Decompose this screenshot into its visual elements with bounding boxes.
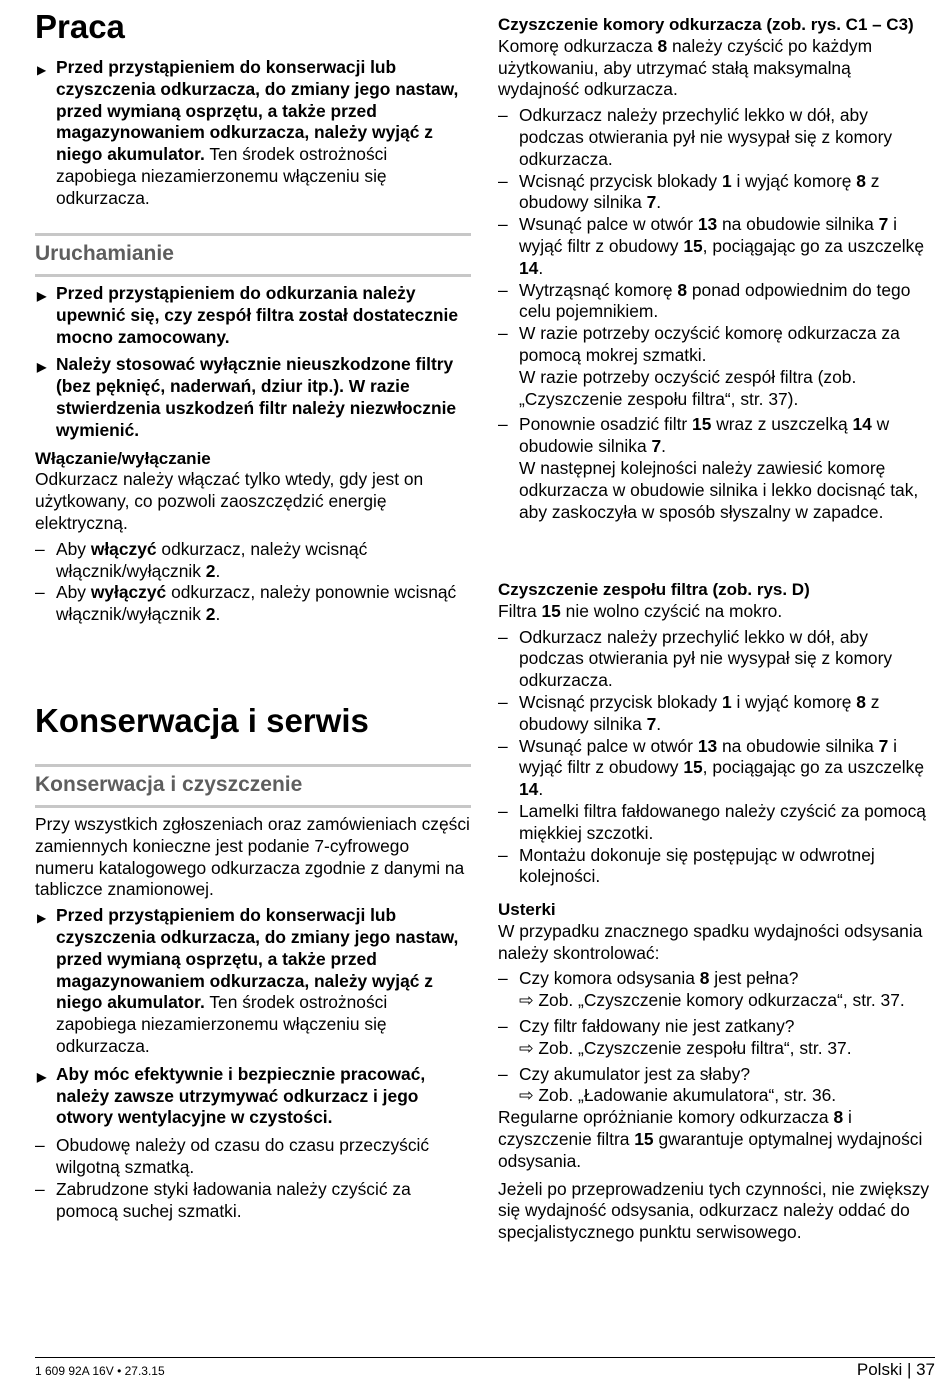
subheading-komora: Czyszczenie komory odkurzacza (zob. rys. C1 – C3): [498, 15, 914, 34]
list-item: – Odkurzacz należy przechylić lekko w dół, aby podczas otwierania pył nie wysypał się z komory odkurzacza.: [498, 627, 935, 692]
footer-divider: [35, 1357, 935, 1358]
warning-item: ▶ Aby móc efektywnie i bezpiecznie pracować, należy zawsze utrzymywać odkurzacz i jego otwory wentylacyjne w czystości.: [35, 1064, 471, 1129]
list-item: – Obudowę należy od czasu do czasu przeczyścić wilgotną szmatką.: [35, 1135, 471, 1179]
warning-item: ▶ Przed przystąpieniem do odkurzania należy upewnić się, czy zespół filtra został dostatecznie mocno zamocowany.: [35, 283, 471, 348]
paragraph: W przypadku znacznego spadku wydajności odsysania należy skontrolować:: [498, 920, 923, 963]
heading-praca: Praca: [35, 8, 125, 45]
subheading-wlaczanie: Włączanie/wyłączanie: [35, 448, 211, 468]
konserwacja-content: [35, 814, 471, 1222]
list-item: – Wytrząsnąć komorę 8 ponad odpowiednim do tego celu pojemnikiem.: [498, 280, 935, 324]
list-item-extra: W następnej kolejności należy zawiesić komorę odkurzacza w obudowie silnika i lekko docisnąć tak, aby zaskoczyła w sposób słyszalny w zapadce.: [519, 457, 919, 522]
list-item: – Czy komora odsysania 8 jest pełna?: [498, 968, 935, 990]
cross-reference: ⇨ Zob. „Czyszczenie zespołu filtra“, str. 37.: [519, 1037, 852, 1058]
list-item: – Aby wyłączyć odkurzacz, należy ponownie wcisnąć włącznik/wyłącznik 2.: [35, 582, 471, 626]
heading-uruchamianie: Uruchamianie: [35, 242, 174, 265]
list-item: – Montażu dokonuje się postępując w odwrotnej kolejności.: [498, 845, 935, 889]
heading-konserwacja: Konserwacja i serwis: [35, 702, 369, 739]
warning-item: ▶ Należy stosować wyłącznie nieuszkodzone filtry (bez pęknięć, naderwań, dziur itp.). W razie stwierdzenia uszkodzeń filtr należy niezwłocznie wymienić.: [35, 354, 471, 441]
komora-section: [498, 14, 935, 523]
section-uruchamianie: [35, 233, 471, 277]
paragraph: Jeżeli po przeprowadzeniu tych czynności, nie zwiększy się wydajność odsysania, odkurzacz należy oddać do specjalistycznego punktu serwisowego.: [498, 1178, 930, 1243]
list-item: – Ponownie osadzić filtr 15 wraz z uszczelką 14 w obudowie silnika 7.: [498, 414, 935, 458]
paragraph: Regularne opróżnianie komory odkurzacza 8 i czyszczenie filtra 15 gwarantuje optymalnej wydajności odsysania.: [498, 1107, 923, 1171]
heading-konserwacja-czyszczenie: Konserwacja i czyszczenie: [35, 773, 303, 796]
list-item: – Wsunąć palce w otwór 13 na obudowie silnika 7 i wyjąć filtr z obudowy 15, pociągając go za uszczelkę 14.: [498, 736, 935, 801]
list-item: – Lamelki filtra fałdowanego należy czyścić za pomocą miękkiej szczotki.: [498, 801, 935, 845]
list-item: – Wcisnąć przycisk blokady 1 i wyjąć komorę 8 z obudowy silnika 7.: [498, 171, 935, 215]
praca-warning: ▶ Przed przystąpieniem do konserwacji lub czyszczenia odkurzacza, do zmiany jego nastaw, przed wymianą osprzętu, a także przed magazynowaniem odkurzacza, należy wyjąć z niego akumulator. Ten środek ostrożności zapobiega niezamierzonemu włączeniu się odkurzacza.: [35, 57, 471, 210]
subheading-filtr: Czyszczenie zespołu filtra (zob. rys. D): [498, 580, 810, 599]
uruchamianie-warnings: [35, 283, 471, 626]
cross-reference: ⇨ Zob. „Ładowanie akumulatora“, str. 36.: [519, 1085, 837, 1106]
list-item: – Odkurzacz należy przechylić lekko w dół, aby podczas otwierania pył nie wysypał się z komory odkurzacza.: [498, 105, 935, 170]
usterki-section: [498, 899, 935, 1244]
list-item: – Czy filtr fałdowany nie jest zatkany?: [498, 1016, 935, 1038]
list-item: – W razie potrzeby oczyścić komorę odkurzacza za pomocą mokrej szmatki.: [498, 323, 935, 367]
warning-item: ▶ Przed przystąpieniem do konserwacji lub czyszczenia odkurzacza, do zmiany jego nastaw, przed wymianą osprzętu, a także przed magazynowaniem odkurzacza, należy wyjąć z niego akumulator. Ten środek ostrożności zapobiega niezamierzonemu włączeniu się odkurzacza.: [35, 905, 471, 1058]
list-item: – Wsunąć palce w otwór 13 na obudowie silnika 7 i wyjąć filtr z obudowy 15, pociągając go za uszczelkę 14.: [498, 214, 935, 279]
filtr-section: [498, 579, 935, 888]
list-item: – Wcisnąć przycisk blokady 1 i wyjąć komorę 8 z obudowy silnika 7.: [498, 692, 935, 736]
paragraph: Komorę odkurzacza 8 należy czyścić po każdym użytkowaniu, aby utrzymać stałą maksymalną wydajność odkurzacza.: [498, 35, 873, 100]
footer-page: Polski | 37: [856, 1360, 935, 1379]
list-item: – Zabrudzone styki ładowania należy czyścić za pomocą suchej szmatki.: [35, 1179, 471, 1223]
paragraph: Filtra 15 nie wolno czyścić na mokro.: [498, 600, 783, 621]
subheading-usterki: Usterki: [498, 900, 556, 919]
footer-code: 1 609 92A 16V • 27.3.15: [35, 1364, 165, 1378]
section-konserwacja-czyszczenie: [35, 764, 471, 808]
paragraph: Odkurzacz należy włączać tylko wtedy, gdy jest on użytkowany, co pozwoli zaoszczędzić energię elektryczną.: [35, 469, 424, 533]
cross-reference: ⇨ Zob. „Czyszczenie komory odkurzacza“, str. 37.: [519, 990, 905, 1011]
list-item-extra: W razie potrzeby oczyścić zespół filtra (zob. „Czyszczenie zespołu filtra“, str. 37).: [519, 366, 857, 409]
list-item: – Czy akumulator jest za słaby?: [498, 1064, 935, 1086]
list-item: – Aby włączyć odkurzacz, należy wcisnąć włącznik/wyłącznik 2.: [35, 539, 471, 583]
paragraph: Przy wszystkich zgłoszeniach oraz zamówieniach części zamiennych konieczne jest podanie 7-cyfrowego numeru katalogowego odkurzacza zgodnie z danymi na tabliczce znamionowej.: [35, 814, 470, 900]
